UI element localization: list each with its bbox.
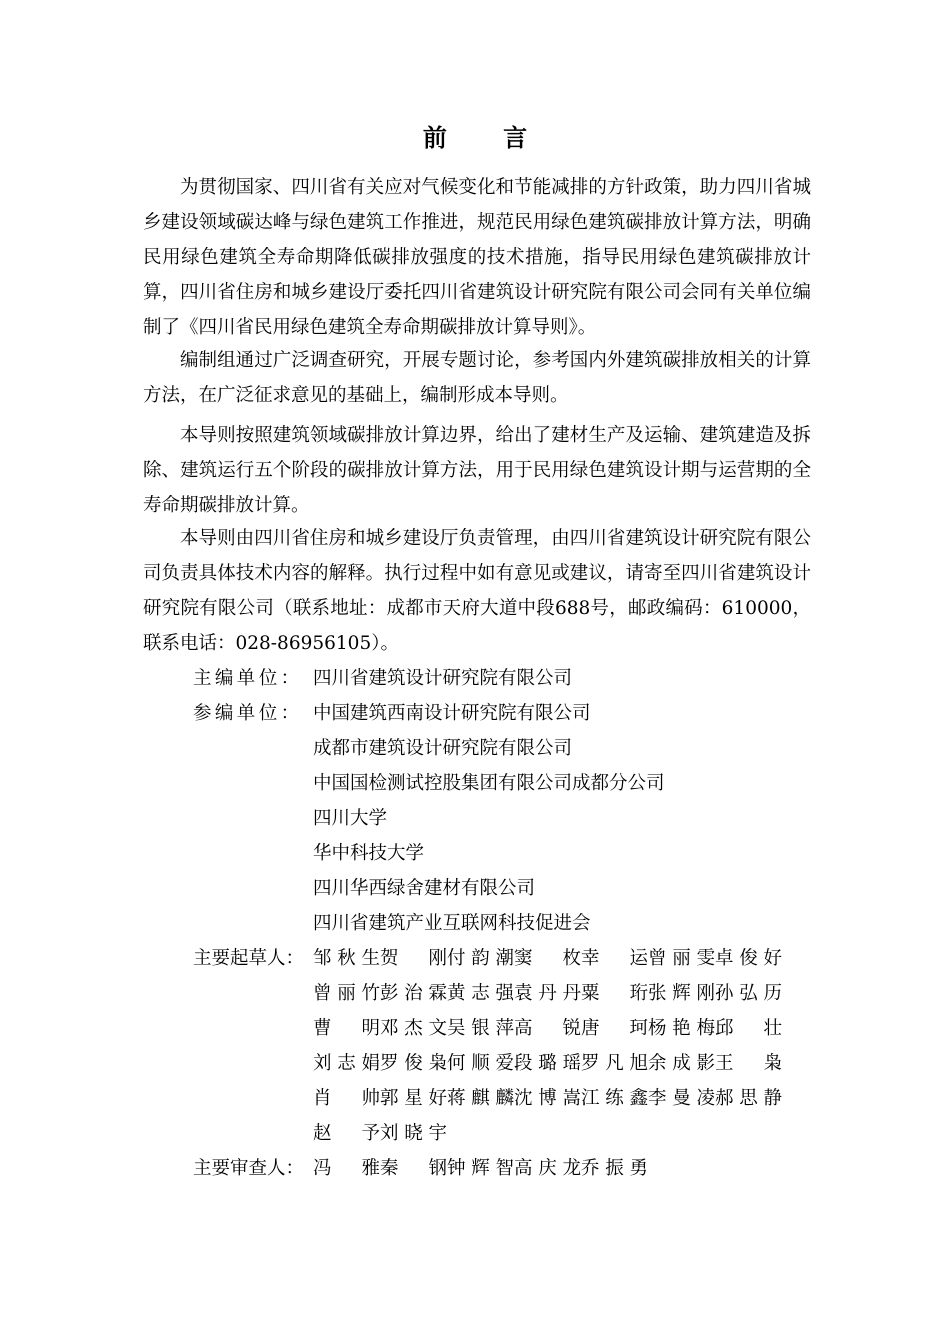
drafter-name: 付韵潮 — [447, 948, 514, 969]
drafter-name: 邱 壮 — [715, 1018, 782, 1039]
drafter-name: 邹秋生 — [313, 948, 380, 969]
drafter-name: 杨艳梅 — [648, 1018, 715, 1039]
drafter-name: 何顺爱 — [447, 1053, 514, 1074]
participating-unit: 四川省建筑产业互联网科技促进会 — [313, 913, 591, 934]
paragraph-4: 本导则由四川省住房和城乡建设厅负责管理，由四川省建筑设计研究院有限公司负责具体技术内容的解释。执行过程中如有意见或建议，请寄至四川省建筑设计研究院有限公司（联系地址：成都市天府大道中段688号，邮政编码：610000，联系电话：028-86956105）。 — [143, 528, 811, 654]
drafter-name: 吴银萍 — [447, 1018, 514, 1039]
drafter-name: 沈博嵩 — [514, 1088, 581, 1109]
drafter-name: 幸 运 — [581, 948, 648, 969]
reviewer-name: 乔振勇 — [581, 1158, 648, 1179]
participating-unit: 中国国检测试控股集团有限公司成都分公司 — [313, 773, 665, 794]
drafter-name: 曹 明 — [313, 1018, 380, 1039]
reviewer-name: 钟辉智 — [447, 1158, 514, 1179]
participating-unit: 华中科技大学 — [313, 843, 425, 864]
paragraph-2: 编制组通过广泛调查研究，开展专题讨论，参考国内外建筑碳排放相关的计算方法，在广泛征求意见的基础上，编制形成本导则。 — [143, 350, 811, 406]
drafter-name: 唐 珂 — [581, 1018, 648, 1039]
paragraph-1: 为贯彻国家、四川省有关应对气候变化和节能减排的方针政策，助力四川省城乡建设领域碳达峰与绿色建筑工作推进，规范民用绿色建筑碳排放计算方法，明确民用绿色建筑全寿命期降低碳排放强度的技术措施，指导民用绿色建筑碳排放计算，四川省住房和城乡建设厅委托四川省建筑设计研究院有限公司会同有关单位编制了《四川省民用绿色建筑全寿命期碳排放计算导则》。 — [143, 177, 811, 338]
drafter-name: 余成影 — [648, 1053, 715, 1074]
participating-unit: 四川大学 — [313, 808, 388, 829]
main-reviewers-label: 主要审查人： — [193, 1158, 305, 1179]
drafter-name: 曾丽竹 — [313, 983, 380, 1004]
drafter-name: 江练鑫 — [581, 1088, 648, 1109]
drafter-name: 彭治霖 — [380, 983, 447, 1004]
drafter-name: 刘晓宇 — [380, 1123, 447, 1144]
participating-unit: 成都市建筑设计研究院有限公司 — [313, 738, 573, 759]
drafter-name: 窦 枚 — [514, 948, 581, 969]
participating-unit: 中国建筑西南设计研究院有限公司 — [313, 703, 591, 724]
drafter-name: 蒋麒麟 — [447, 1088, 514, 1109]
drafter-name: 郭星好 — [380, 1088, 447, 1109]
chief-unit-value: 四川省建筑设计研究院有限公司 — [313, 668, 573, 689]
drafter-name: 李曼凌 — [648, 1088, 715, 1109]
drafter-name: 段璐瑶 — [514, 1053, 581, 1074]
drafter-name: 卓俊好 — [715, 948, 782, 969]
drafter-name: 赵 予 — [313, 1123, 380, 1144]
drafter-name: 粟 珩 — [581, 983, 648, 1004]
drafter-name: 曾丽雯 — [648, 948, 715, 969]
drafter-name: 肖 帅 — [313, 1088, 380, 1109]
drafter-name: 郝思静 — [715, 1088, 782, 1109]
participating-unit: 四川华西绿舍建材有限公司 — [313, 878, 536, 899]
chief-unit-label: 主编单位： — [193, 668, 303, 689]
drafter-name: 黄志强 — [447, 983, 514, 1004]
drafter-name: 王 枭 — [715, 1053, 782, 1074]
paragraph-3: 本导则按照建筑领域碳排放计算边界，给出了建材生产及运输、建筑建造及拆除、建筑运行五个阶段的碳排放计算方法，用于民用绿色建筑设计期与运营期的全寿命期碳排放计算。 — [143, 425, 811, 516]
main-drafters-label: 主要起草人： — [193, 948, 305, 969]
page-title: 前 言 — [422, 123, 552, 152]
drafter-name: 贺 刚 — [380, 948, 447, 969]
drafter-name: 邓杰文 — [380, 1018, 447, 1039]
participating-units-label: 参编单位： — [193, 703, 303, 724]
reviewer-name: 高庆龙 — [514, 1158, 581, 1179]
drafter-name: 张辉刚 — [648, 983, 715, 1004]
drafter-name: 罗俊枭 — [380, 1053, 447, 1074]
drafter-name: 高 锐 — [514, 1018, 581, 1039]
drafter-name: 袁丹丹 — [514, 983, 581, 1004]
drafter-name: 罗凡旭 — [581, 1053, 648, 1074]
drafter-name: 刘志娟 — [313, 1053, 380, 1074]
reviewer-name: 冯 雅 — [313, 1158, 380, 1179]
drafter-name: 孙弘历 — [715, 983, 782, 1004]
reviewer-name: 秦 钢 — [380, 1158, 447, 1179]
